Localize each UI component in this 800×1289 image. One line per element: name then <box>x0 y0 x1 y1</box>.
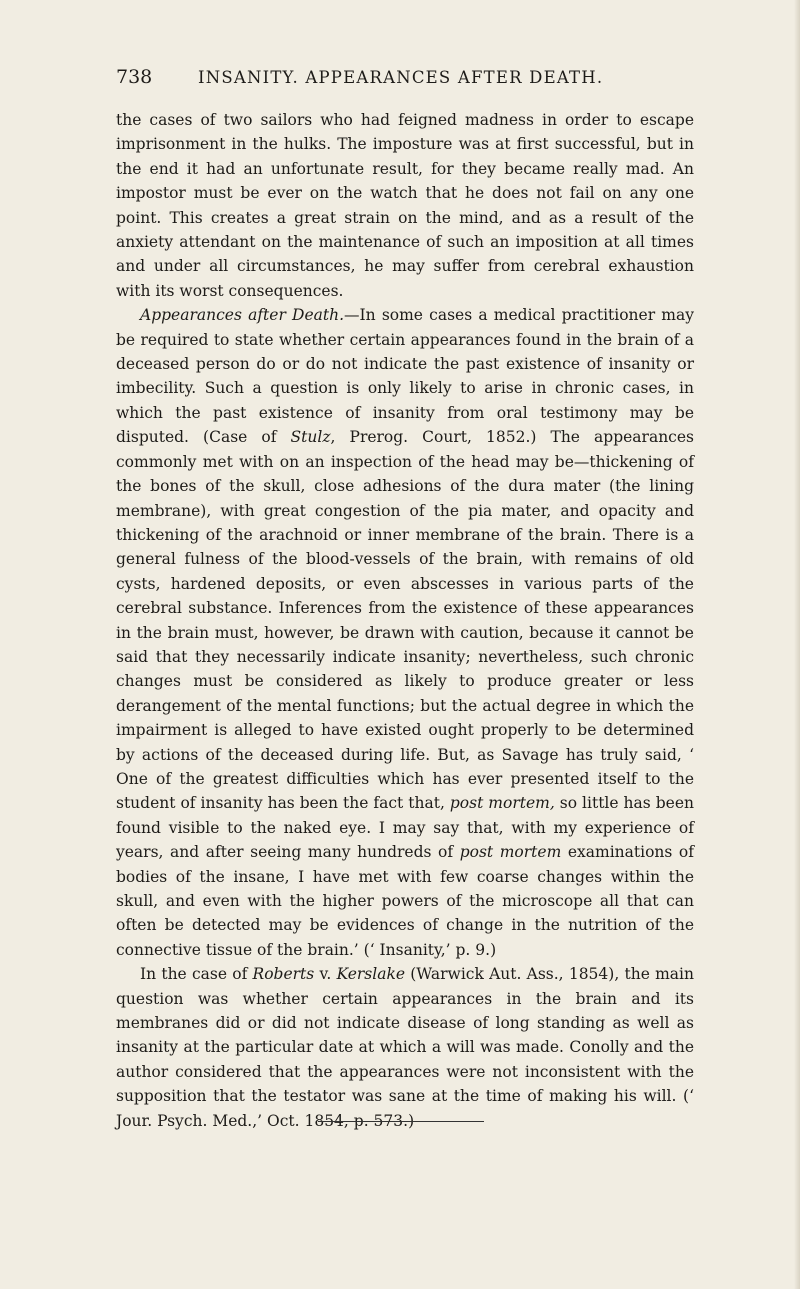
paragraph-1: the cases of two sailors who had feigned madness in order to escape imprisonment in the hulks. The imposture was at first successful, but in the end it had an unfortunate result, for they became really mad. An impostor must be ever on the watch that he does not fail on any one point. This creates a great strain on the mind, and as a result of the anxiety attendant on the maintenance of such an imposition at all times and under all circumstances, he may suffer from cerebral exhaustion with its worst consequences. <box>116 111 694 300</box>
text-run: —In some cases a medical practitioner may be required to state whether certain appearances found in the brain of a deceased person do or do not indicate the past existence of insanity or imbecility. Such a question is only likely to arise in chronic cases, in which the past existence of insanity from oral testimony may be disputed. (Case of <box>116 306 694 447</box>
text-run: v. <box>314 965 337 984</box>
text-run: In the case of <box>140 965 253 984</box>
page-edge <box>794 0 800 1289</box>
case-name: Stulz <box>290 428 331 447</box>
running-head: INSANITY. APPEARANCES AFTER DEATH. <box>198 68 604 87</box>
latin-term: post mortem, <box>449 794 555 813</box>
latin-term: post mortem <box>459 843 562 862</box>
text-run: (Warwick Aut. Ass., 1854), the main question was whether certain appearances in the brain and its membranes did or did not indicate disease of long standing as well as insanity at the particular date at which a will was made. Conolly and the author considered that the appearances were not inconsistent with the supposition that the testator was sane at the time of making his will. (‘ Jour. Psych. Med.,’ Oct. 1854, p. 573.) <box>116 965 694 1130</box>
section-heading: Appearances after Death. <box>140 306 345 325</box>
text-run: so little has been found visible to the naked eye. I may say that, with my experience of years, and after seeing many hundreds of <box>116 794 694 862</box>
body-text <box>116 108 694 1133</box>
paragraph-roberts-case <box>116 962 694 1133</box>
text-run: examinations of bodies of the insane, I have met with few coarse changes within the skull, and even with the higher powers of the microscope all that can often be detected may be evidences of change in the nutrition of the connective tissue of the brain.’ (‘ Insanity,’ p. 9.) <box>116 843 695 959</box>
case-name: Roberts <box>252 965 315 984</box>
page-number: 738 <box>116 66 153 88</box>
case-name: Kerslake <box>336 965 406 984</box>
text-run: , Prerog. Court, 1852.) The appearances commonly met with on an inspection of the head may be—thickening of the bones of the skull, close adhesions of the dura mater (the lining membrane), with great congestion of the pia mater, and opacity and thickening of the arachnoid or inner membrane of the brain. There is a general fulness of the blood-vessels of the brain, with remains of old cysts, hardened deposits, or even abscesses in various parts of the cerebral substance. Inferences from the existence of these appearances in the brain must, however, be drawn with caution, because it cannot be said that they necessarily indicate insanity; nevertheless, such chronic changes must be considered as likely to produce greater or less derangement of the mental functions; but the actual degree in which the impairment is alleged to have existed ought properly to be determined by actions of the deceased during life. But, as Savage has truly said, ‘ One of the greatest difficulties which has ever presented itself to the student of insanity has been the fact that, <box>116 428 694 813</box>
paragraph-appearances-after-death <box>116 303 694 962</box>
closing-rule <box>318 1121 484 1122</box>
